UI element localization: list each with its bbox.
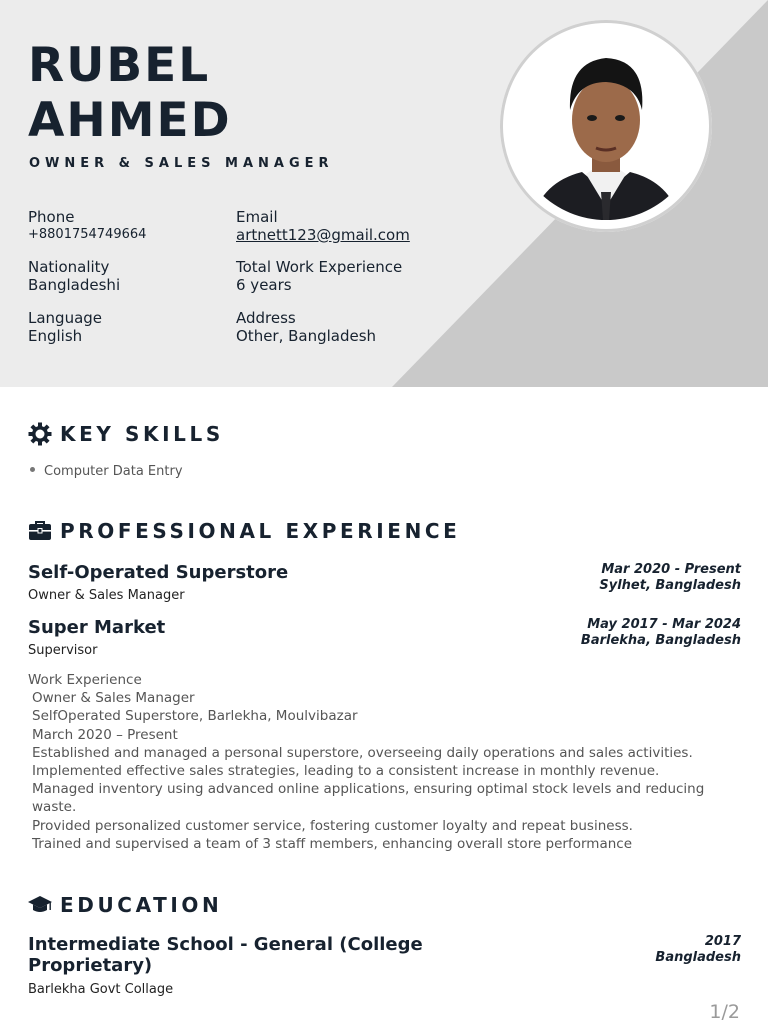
full-name	[28, 38, 232, 148]
nationality-value: Bangladeshi	[28, 276, 121, 294]
experience-total-label: Total Work Experience	[236, 258, 403, 276]
job-dates-1: Mar 2020 - Present	[601, 562, 741, 577]
description-line: Established and managed a personal superstore, overseeing daily operations and sales activities.	[32, 744, 693, 761]
skill-label: Computer Data Entry	[44, 464, 183, 479]
education-meta	[655, 934, 741, 966]
experience-heading	[28, 519, 460, 543]
address-value: Other, Bangladesh	[236, 327, 377, 345]
description-line: Owner & Sales Manager	[32, 690, 195, 707]
graduation-cap-icon	[28, 893, 52, 917]
gear-icon	[28, 422, 52, 446]
experience-total-value: 6 years	[236, 276, 292, 294]
address-label: Address	[236, 309, 296, 327]
job-role-2: Supervisor	[28, 643, 98, 658]
job-company-2: Super Market	[28, 617, 166, 638]
resume-header	[0, 0, 768, 387]
job-company-1: Self-Operated Superstore	[28, 562, 289, 583]
education-school: Barlekha Govt Collage	[28, 982, 174, 997]
email-link[interactable]: artnett123@gmail.com	[236, 226, 410, 244]
description-line: Managed inventory using advanced online applications, ensuring optimal stock levels and reducing waste.	[32, 781, 705, 816]
description-line: Work Experience	[28, 672, 142, 688]
page-number: 1/2	[709, 1001, 740, 1023]
experience-title: PROFESSIONAL EXPERIENCE	[60, 519, 461, 543]
experience-description	[28, 671, 740, 853]
phone-value: +8801754749664	[28, 227, 147, 242]
address-block	[236, 309, 376, 345]
person-portrait-icon	[512, 32, 700, 220]
job-title: OWNER & SALES MANAGER	[29, 156, 334, 171]
phone-label: Phone	[28, 208, 75, 226]
job-dates-2: May 2017 - Mar 2024	[587, 617, 741, 632]
key-skills-heading	[28, 422, 224, 446]
briefcase-icon	[28, 519, 52, 543]
email-label: Email	[236, 208, 278, 226]
phone-block	[28, 208, 146, 244]
education-title: EDUCATION	[60, 893, 223, 917]
key-skills-title: KEY SKILLS	[60, 422, 224, 446]
education-heading	[28, 893, 222, 917]
description-line: Provided personalized customer service, fostering customer loyalty and repeat business.	[32, 817, 633, 834]
bullet-icon	[30, 467, 35, 472]
language-label: Language	[28, 309, 103, 327]
skill-item	[30, 464, 183, 479]
education-degree: Intermediate School - General (College Proprietary)	[28, 934, 423, 976]
language-value: English	[28, 327, 83, 345]
description-line: March 2020 – Present	[32, 726, 178, 743]
email-block	[236, 208, 410, 244]
education-year: 2017	[704, 934, 741, 949]
job-meta-1	[599, 562, 741, 594]
name-last: AHMED	[28, 93, 232, 148]
description-line: Implemented effective sales strategies, leading to a consistent increase in monthly revenue.	[32, 763, 660, 780]
profile-photo	[512, 32, 700, 220]
nationality-block	[28, 258, 120, 294]
description-line: SelfOperated Superstore, Barlekha, Moulvibazar	[32, 708, 358, 725]
language-block	[28, 309, 102, 345]
name-first: RUBEL	[28, 38, 211, 93]
job-location-1: Sylhet, Bangladesh	[599, 578, 741, 593]
job-location-2: Barlekha, Bangladesh	[580, 633, 741, 648]
job-role-1: Owner & Sales Manager	[28, 588, 185, 603]
description-line: Trained and supervised a team of 3 staff members, enhancing overall store performance	[32, 835, 633, 852]
job-meta-2	[581, 617, 741, 649]
education-country: Bangladesh	[655, 950, 741, 965]
experience-total-block	[236, 258, 402, 294]
nationality-label: Nationality	[28, 258, 110, 276]
